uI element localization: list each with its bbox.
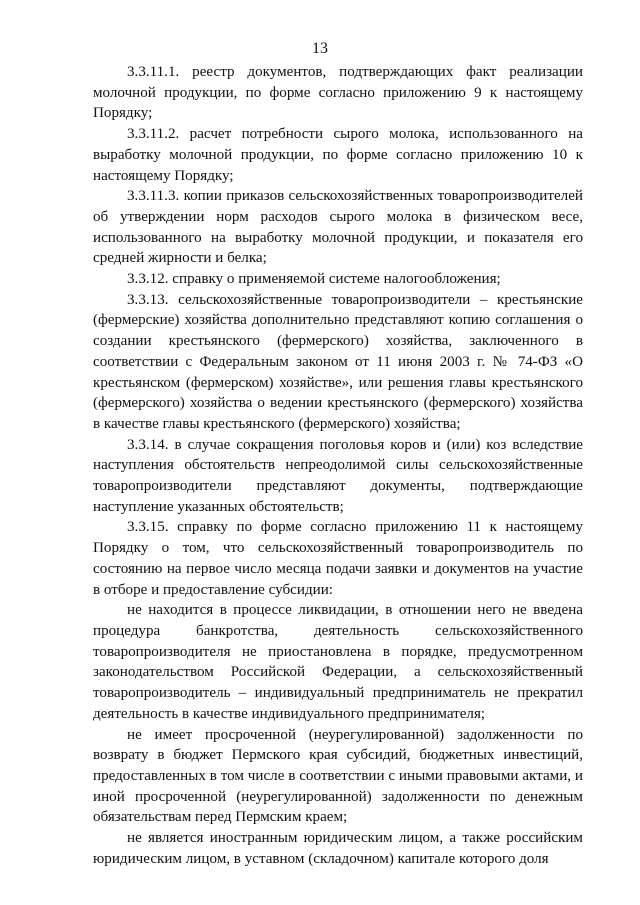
paragraph-label: 3.3.11.1. (127, 64, 180, 80)
paragraph-text: сельскохозяйственные товаропроизводители – крестьянские (фермерские) хозяйства дополнительно представляют копию соглашения о создании крестьянского (фермерского) хозяйства, заключенного в соответствии с Федеральным законом от 11 июня 2003 г. № 74-ФЗ «О крестьянском (фермерском) хозяйстве», или решения главы крестьянского (фермерского) хозяйства о ведении крестьянского (фермерского) хозяйства в качестве главы крестьянского (фермерского) хозяйства; (93, 291, 583, 432)
paragraph-text: не является иностранным юридическим лицом, а также российским юридическим лицом, в уставном (складочном) капитале которого доля (93, 830, 583, 867)
paragraph-text: в случае сокращения поголовья коров и (или) коз вследствие наступления обстоятельств непреодолимой силы сельскохозяйственные товаропроизводители представляют документы, подтверждающие наступление указанных обстоятельств; (93, 436, 583, 515)
paragraph-text: не находится в процессе ликвидации, в отношении него не введена процедура банкротства, деятельность сельскохозяйственного товаропроизводителя не приостановлена в порядке, предусмотренном законодательством Российской Федерации, а сельскохозяйственный товаропроизводитель – индивидуальный предприниматель не прекратил деятельность в качестве индивидуального предпринимателя; (93, 602, 583, 722)
paragraph-3-3-15 (93, 517, 583, 600)
paragraph-text: расчет потребности сырого молока, использованного на выработку молочной продукции, по форме согласно приложению 10 к настоящему Порядку; (93, 126, 583, 184)
paragraph-not-foreign-entity (93, 828, 583, 869)
paragraph-no-overdue-debt (93, 725, 583, 829)
document-body (93, 62, 583, 869)
paragraph-not-in-liquidation (93, 600, 583, 724)
paragraph-3-3-14 (93, 435, 583, 518)
paragraph-3-3-13 (93, 290, 583, 435)
page-number: 13 (312, 40, 328, 57)
paragraph-text: справку о применяемой системе налогообложения; (172, 271, 501, 288)
paragraph-label: 3.3.11.3. (127, 188, 180, 205)
paragraph-3-3-11-3 (93, 186, 583, 269)
paragraph-3-3-12 (93, 269, 583, 290)
paragraph-3-3-11-2 (93, 124, 583, 186)
paragraph-text: справку по форме согласно приложению 11 к настоящему Порядку о том, что сельскохозяйственный товаропроизводитель по состоянию на первое число месяца подачи заявки и документов на участие в отборе и предоставление субсидии: (93, 519, 583, 598)
paragraph-label: 3.3.14. (127, 436, 169, 453)
paragraph-3-3-11-1 (93, 62, 583, 124)
paragraph-label: 3.3.13. (127, 291, 169, 308)
paragraph-label: 3.3.11.2. (127, 126, 180, 143)
paragraph-text: не имеет просроченной (неурегулированной) задолженности по возврату в бюджет Пермского края субсидий, бюджетных инвестиций, предоставленных в том числе в соответствии с иными правовыми актами, и иной просроченной (неурегулированной) задолженности по денежным обязательствам перед Пермским краем; (93, 726, 583, 826)
paragraph-text: копии приказов сельскохозяйственных товаропроизводителей об утверждении норм расходов сырого молока в физическом весе, использованного на выработку молочной продукции, и показателя его средней жирности и белка; (93, 188, 583, 267)
paragraph-label: 3.3.15. (127, 519, 169, 536)
paragraph-text: реестр документов, подтверждающих факт реализации молочной продукции, по форме согласно приложению 9 к настоящему Порядку; (93, 64, 583, 122)
paragraph-label: 3.3.12. (127, 271, 169, 288)
